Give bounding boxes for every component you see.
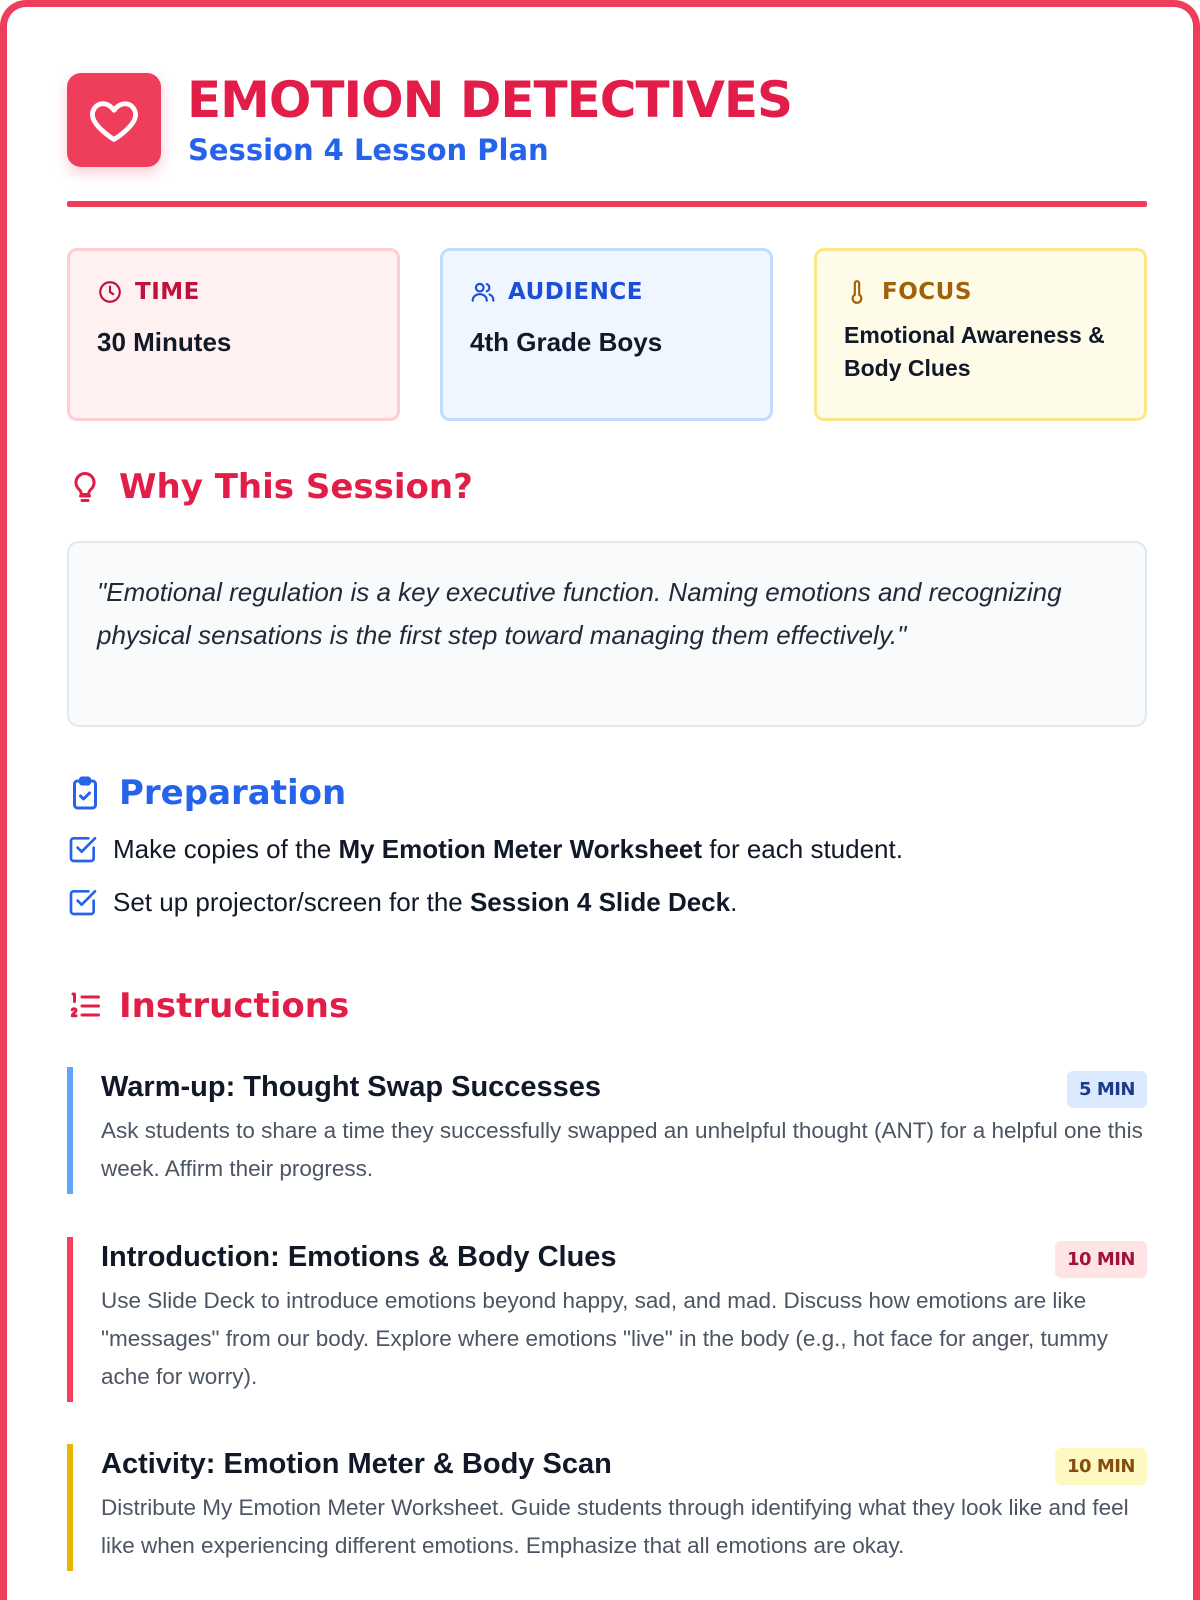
clock-icon <box>97 279 123 305</box>
rationale-quote: "Emotional regulation is a key executive function. Naming emotions and recognizing physical sensations is the first step toward managing them effectively." <box>67 541 1147 727</box>
section-title: Why This Session? <box>119 467 473 507</box>
duration-badge: 5 MIN <box>1067 1071 1147 1108</box>
header-divider <box>67 201 1147 207</box>
instructions-heading <box>67 986 349 1026</box>
info-card-time <box>67 248 400 421</box>
page-title: EMOTION DETECTIVES <box>187 71 793 129</box>
section-title: Instructions <box>119 986 350 1026</box>
logo <box>67 73 161 167</box>
prep-text: Set up projector/screen for the <box>113 886 470 917</box>
duration-badge: 10 MIN <box>1055 1241 1147 1278</box>
step-title: Introduction: Emotions & Body Clues <box>101 1241 617 1273</box>
duration-badge: 10 MIN <box>1055 1448 1147 1485</box>
prep-text: Make copies of the <box>113 833 339 864</box>
header <box>67 73 1147 203</box>
prep-text-bold: My Emotion Meter Worksheet <box>338 833 703 864</box>
prep-text-bold: Session 4 Slide Deck <box>469 886 731 917</box>
lightbulb-icon <box>67 467 103 507</box>
prep-text: . <box>730 886 738 917</box>
step-title: Warm-up: Thought Swap Successes <box>101 1071 602 1103</box>
info-card-label: AUDIENCE <box>508 279 643 305</box>
info-card-value: Emotional Awareness & Body Clues <box>844 322 1105 381</box>
heart-icon <box>88 94 140 146</box>
why-heading <box>67 467 473 507</box>
info-card-focus <box>814 248 1147 421</box>
info-card-label: FOCUS <box>882 279 972 305</box>
instruction-step <box>67 1067 1147 1194</box>
lesson-plan <box>67 71 1147 1558</box>
prep-item <box>67 833 903 865</box>
clipboard-check-icon <box>67 773 103 813</box>
info-card-audience <box>440 248 773 421</box>
prep-text: for each student. <box>702 833 903 864</box>
info-card-value: 30 Minutes <box>97 327 232 357</box>
numbered-list-icon <box>67 988 103 1024</box>
info-cards <box>67 248 1147 418</box>
checkbox-checked-icon <box>67 833 99 865</box>
instruction-step <box>67 1444 1147 1571</box>
section-title: Preparation <box>119 773 347 813</box>
step-description: Distribute My Emotion Meter Worksheet. Guide students through identifying what they look like and feel like when experiencing different emotions. Emphasize that all emotions are okay. <box>101 1495 1129 1558</box>
info-card-label: TIME <box>135 279 200 305</box>
step-description: Use Slide Deck to introduce emotions beyond happy, sad, and mad. Discuss how emotions are like "messages" from our body. Explore where emotions "live" in the body (e.g., hot face for anger, tummy ache for worry). <box>101 1288 1109 1389</box>
preparation-heading <box>67 773 346 813</box>
prep-item <box>67 886 737 918</box>
info-card-value: 4th Grade Boys <box>470 327 663 357</box>
step-title: Activity: Emotion Meter & Body Scan <box>101 1448 612 1480</box>
thermometer-icon <box>844 279 870 305</box>
checkbox-checked-icon <box>67 886 99 918</box>
users-icon <box>470 279 496 305</box>
instruction-step <box>67 1237 1147 1402</box>
page-subtitle: Session 4 Lesson Plan <box>188 133 549 167</box>
step-description: Ask students to share a time they successfully swapped an unhelpful thought (ANT) for a helpful one this week. Affirm their progress. <box>101 1118 1143 1181</box>
